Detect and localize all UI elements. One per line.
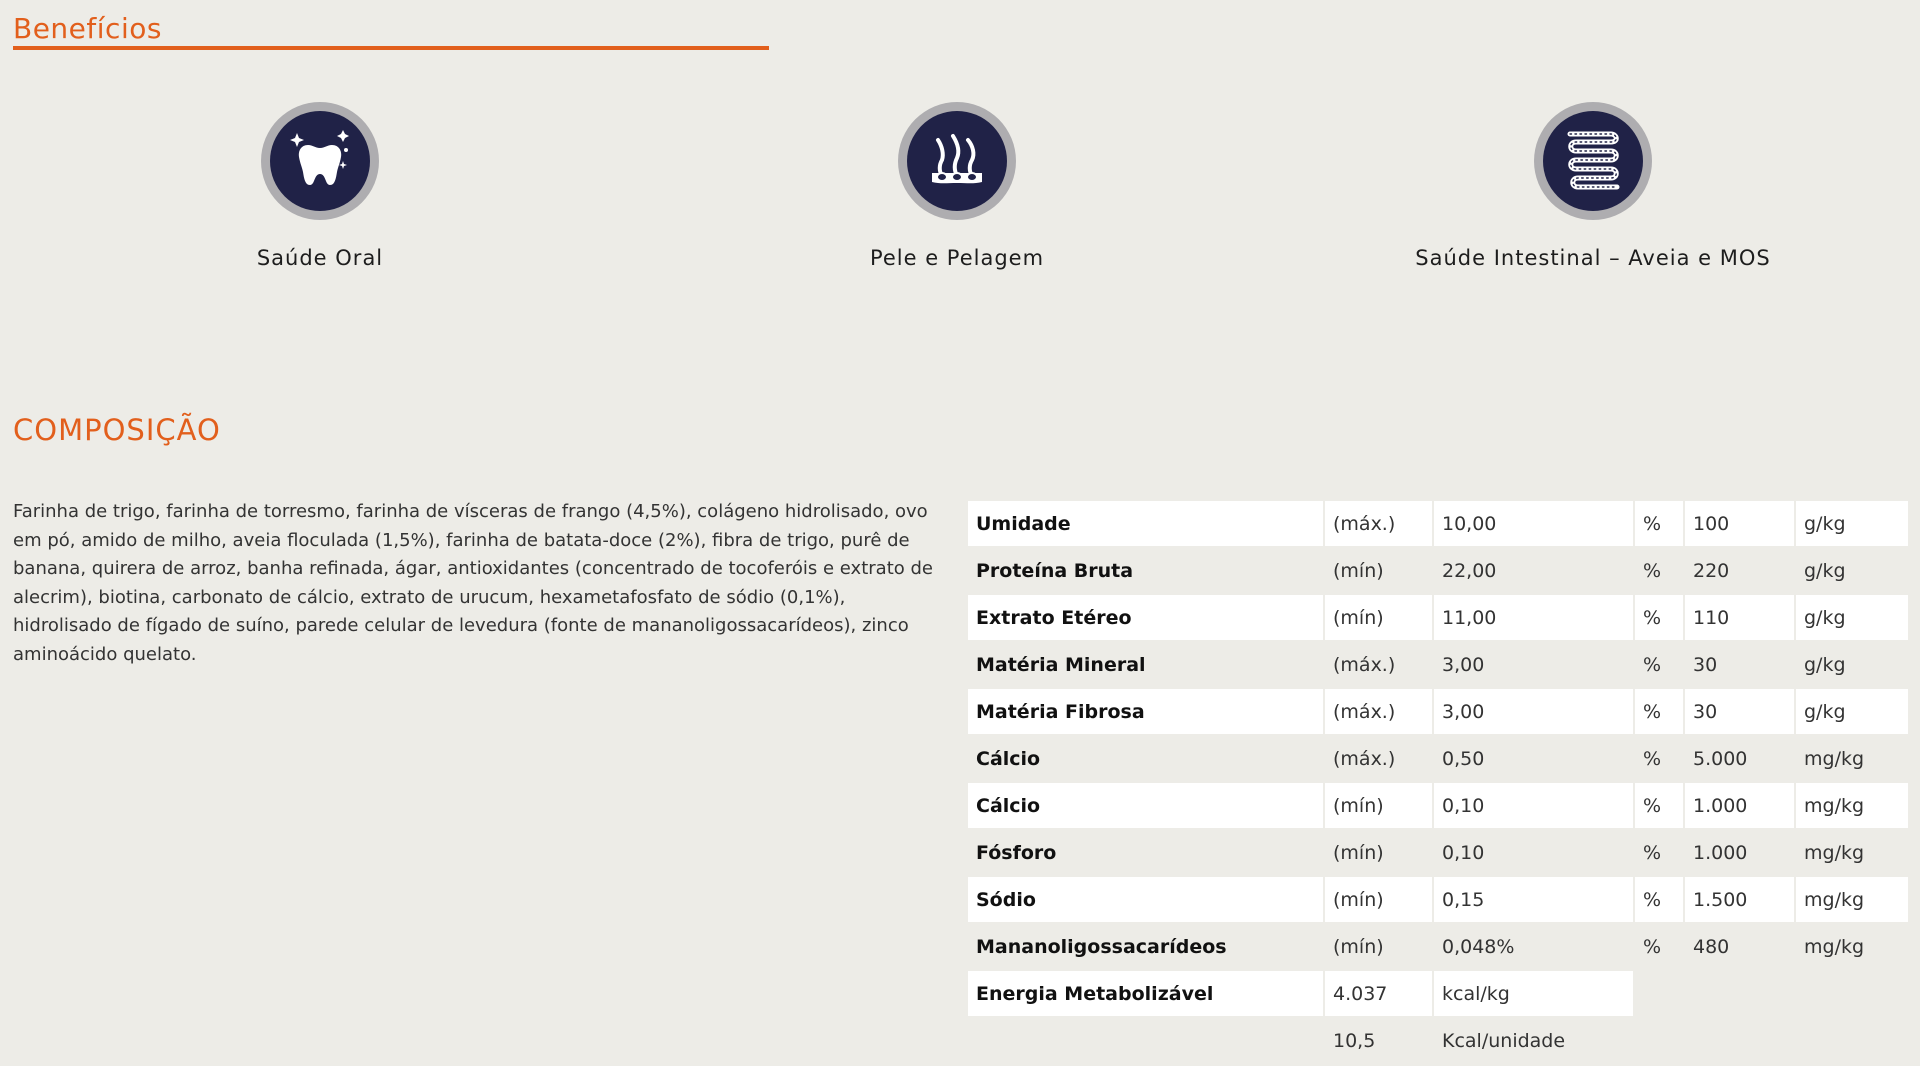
table-row bbox=[968, 830, 1910, 877]
nutrient-name: Extrato Etéreo bbox=[968, 595, 1325, 642]
nutrient-value: 10,00 bbox=[1434, 501, 1635, 548]
percent-sign: % bbox=[1635, 924, 1685, 971]
energy-blank-cell bbox=[1635, 971, 1910, 1018]
nutrient-amount: 110 bbox=[1685, 595, 1796, 642]
percent-sign: % bbox=[1635, 595, 1685, 642]
nutrient-qualifier: (máx.) bbox=[1325, 736, 1434, 783]
percent-sign: % bbox=[1635, 501, 1685, 548]
benefit-oral-health bbox=[60, 102, 580, 270]
table-row bbox=[968, 595, 1910, 642]
tooth-sparkle-icon bbox=[261, 102, 379, 220]
nutrient-name: Matéria Fibrosa bbox=[968, 689, 1325, 736]
nutrient-qualifier: (máx.) bbox=[1325, 501, 1434, 548]
icon-inner-circle bbox=[1543, 111, 1643, 211]
nutrient-qualifier: (máx.) bbox=[1325, 689, 1434, 736]
benefit-label: Saúde Oral bbox=[256, 246, 384, 270]
nutrient-unit: g/kg bbox=[1796, 501, 1910, 548]
table-row bbox=[968, 736, 1910, 783]
energy-row bbox=[968, 971, 1910, 1018]
nutrient-value: 11,00 bbox=[1434, 595, 1635, 642]
energy-name: Energia Metabolizável bbox=[968, 971, 1325, 1018]
nutrient-unit: g/kg bbox=[1796, 548, 1910, 595]
nutrient-value: 0,10 bbox=[1434, 830, 1635, 877]
table-row bbox=[968, 783, 1910, 830]
nutrient-amount: 1.000 bbox=[1685, 783, 1796, 830]
energy-value: 10,5 bbox=[1325, 1018, 1434, 1065]
nutrient-qualifier: (mín) bbox=[1325, 548, 1434, 595]
benefits-heading: Benefícios bbox=[13, 12, 162, 45]
icon-inner-circle bbox=[270, 111, 370, 211]
nutrient-amount: 5.000 bbox=[1685, 736, 1796, 783]
nutrient-amount: 100 bbox=[1685, 501, 1796, 548]
benefits-underline bbox=[13, 46, 769, 50]
nutrient-value: 0,50 bbox=[1434, 736, 1635, 783]
nutrient-value: 3,00 bbox=[1434, 689, 1635, 736]
percent-sign: % bbox=[1635, 783, 1685, 830]
energy-unit: kcal/kg bbox=[1434, 971, 1635, 1018]
nutrient-value: 0,15 bbox=[1434, 877, 1635, 924]
benefit-label: Saúde Intestinal – Aveia e MOS bbox=[1415, 246, 1771, 270]
nutrient-amount: 480 bbox=[1685, 924, 1796, 971]
benefit-skin-coat bbox=[697, 102, 1217, 270]
nutrient-name: Matéria Mineral bbox=[968, 642, 1325, 689]
percent-sign: % bbox=[1635, 689, 1685, 736]
energy-name bbox=[968, 1018, 1325, 1065]
benefit-intestinal-health bbox=[1333, 102, 1853, 270]
icon-inner-circle bbox=[907, 111, 1007, 211]
nutrient-unit: mg/kg bbox=[1796, 877, 1910, 924]
skin-hair-icon bbox=[898, 102, 1016, 220]
percent-sign: % bbox=[1635, 736, 1685, 783]
table-row bbox=[968, 642, 1910, 689]
nutrient-amount: 30 bbox=[1685, 642, 1796, 689]
nutrient-unit: mg/kg bbox=[1796, 783, 1910, 830]
nutrient-unit: g/kg bbox=[1796, 689, 1910, 736]
nutrient-qualifier: (mín) bbox=[1325, 877, 1434, 924]
energy-value: 4.037 bbox=[1325, 971, 1434, 1018]
composition-heading: COMPOSIÇÃO bbox=[13, 413, 221, 447]
nutrient-unit: g/kg bbox=[1796, 595, 1910, 642]
nutrient-name: Proteína Bruta bbox=[968, 548, 1325, 595]
composition-table bbox=[968, 501, 1910, 1065]
ingredients-text: Farinha de trigo, farinha de torresmo, farinha de vísceras de frango (4,5%), colágeno hidrolisado, ovo em pó, amido de milho, aveia floculada (1,5%), farinha de batata-doce (2%), fibra de trigo, purê de banana, quirera de arroz, banha refinada, ágar, antioxidantes (concentrado de tocoferóis e extrato de alecrim), biotina, carbonato de cálcio, extrato de urucum, hexametafosfato de sódio (0,1%), hidrolisado de fígado de suíno, parede celular de levedura (fonte de mananoligossacarídeos), zinco aminoácido quelato. bbox=[13, 501, 933, 665]
nutrient-name: Cálcio bbox=[968, 783, 1325, 830]
nutrient-name: Fósforo bbox=[968, 830, 1325, 877]
table-row bbox=[968, 689, 1910, 736]
nutrient-name: Mananoligossacarídeos bbox=[968, 924, 1325, 971]
nutrient-qualifier: (máx.) bbox=[1325, 642, 1434, 689]
nutrient-amount: 220 bbox=[1685, 548, 1796, 595]
nutrient-qualifier: (mín) bbox=[1325, 924, 1434, 971]
intestine-icon bbox=[1534, 102, 1652, 220]
nutrient-amount: 30 bbox=[1685, 689, 1796, 736]
table-row bbox=[968, 548, 1910, 595]
nutrient-value: 3,00 bbox=[1434, 642, 1635, 689]
table-row bbox=[968, 501, 1910, 548]
energy-blank-cell bbox=[1635, 1018, 1910, 1065]
nutrient-unit: g/kg bbox=[1796, 642, 1910, 689]
nutrient-name: Sódio bbox=[968, 877, 1325, 924]
nutrient-qualifier: (mín) bbox=[1325, 595, 1434, 642]
percent-sign: % bbox=[1635, 548, 1685, 595]
percent-sign: % bbox=[1635, 830, 1685, 877]
nutrient-value: 22,00 bbox=[1434, 548, 1635, 595]
nutrient-unit: mg/kg bbox=[1796, 924, 1910, 971]
nutrient-unit: mg/kg bbox=[1796, 736, 1910, 783]
nutrient-qualifier: (mín) bbox=[1325, 783, 1434, 830]
table-row bbox=[968, 877, 1910, 924]
benefit-label: Pele e Pelagem bbox=[869, 246, 1045, 270]
nutrient-qualifier: (mín) bbox=[1325, 830, 1434, 877]
nutrient-unit: mg/kg bbox=[1796, 830, 1910, 877]
percent-sign: % bbox=[1635, 642, 1685, 689]
nutrient-name: Umidade bbox=[968, 501, 1325, 548]
nutrient-name: Cálcio bbox=[968, 736, 1325, 783]
nutrient-value: 0,048% bbox=[1434, 924, 1635, 971]
nutrient-value: 0,10 bbox=[1434, 783, 1635, 830]
energy-row bbox=[968, 1018, 1910, 1065]
nutrient-amount: 1.500 bbox=[1685, 877, 1796, 924]
nutrient-amount: 1.000 bbox=[1685, 830, 1796, 877]
energy-unit: Kcal/unidade bbox=[1434, 1018, 1635, 1065]
table-row bbox=[968, 924, 1910, 971]
percent-sign: % bbox=[1635, 877, 1685, 924]
